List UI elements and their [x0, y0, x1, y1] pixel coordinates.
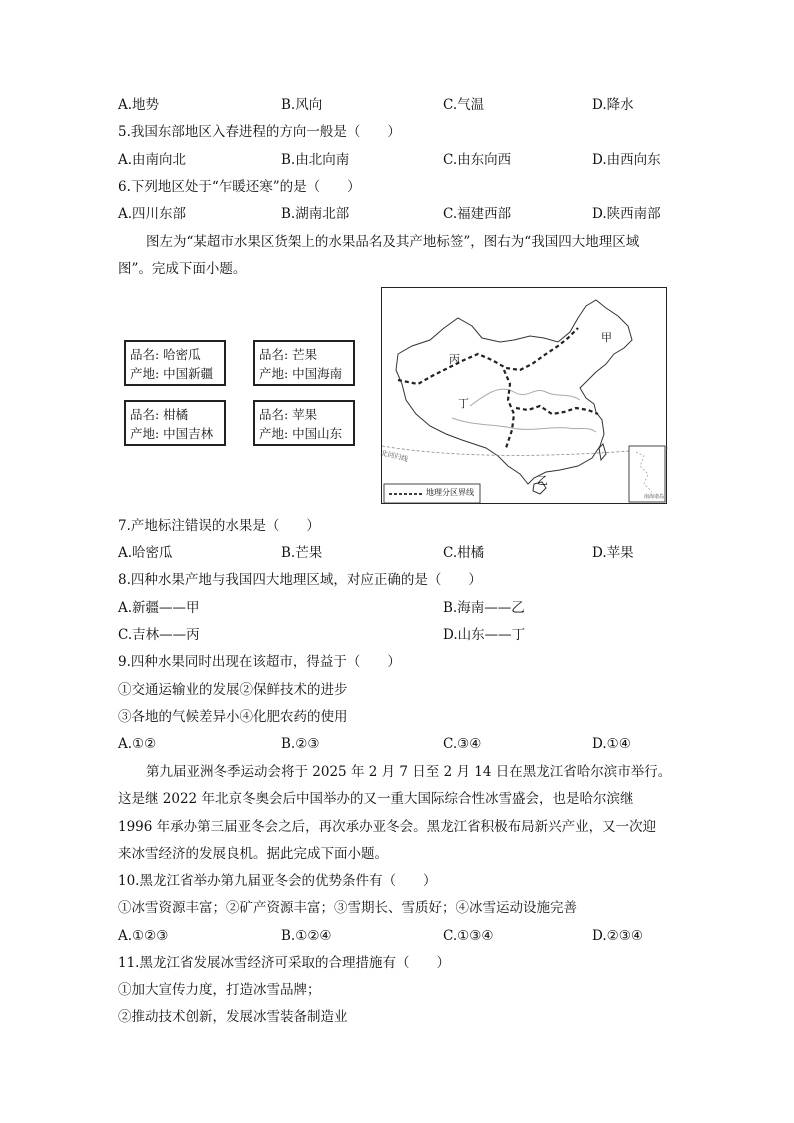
fruit-name: 品名: 苹果: [259, 407, 318, 422]
q6-option-c: C.福建西部: [443, 206, 512, 222]
q5-option-a: A.由南向北: [118, 152, 187, 168]
fruit-name: 品名: 哈密瓜: [130, 347, 201, 362]
q9-option-b: B.②③: [281, 736, 320, 752]
fruit-name: 品名: 柑橘: [130, 407, 189, 422]
q9-statements-line1: ①交通运输业的发展②保鲜技术的进步: [118, 682, 348, 698]
taiwan-island: [599, 444, 606, 460]
material1-line2: 图”。完成下面小题。: [118, 261, 247, 277]
material2-line3: 1996 年承办第三届亚冬会之后，再次承办亚冬会。黑龙江省积极布局新兴产业，又一次迎: [118, 819, 657, 835]
q6-option-b: B.湖南北部: [281, 206, 350, 222]
region-label-ding: 丁: [458, 397, 469, 410]
q8-option-d: D.山东——丁: [443, 627, 526, 643]
q9-option-d: D.①④: [592, 736, 631, 752]
material1-line1: 图左为“某超市水果区货架上的水果品名及其产地标签”，图右为“我国四大地理区域: [146, 234, 640, 250]
q11-stem: 11.黑龙江省发展冰雪经济可采取的合理措施有（ ）: [118, 955, 450, 971]
q10-option-d: D.②③④: [592, 928, 643, 944]
material2-line4: 来冰雪经济的发展良机。据此完成下面小题。: [118, 846, 388, 862]
q6-stem: 6.下列地区处于“乍暖还寒”的是（ ）: [118, 179, 361, 195]
tibet-boundary: [504, 370, 514, 448]
q4-option-d: D.降水: [592, 97, 634, 113]
q11-statement-1: ①加大宣传力度，打造冰雪品牌；: [118, 982, 321, 998]
q7-option-a: A.哈密瓜: [118, 545, 173, 561]
q6-option-a: A.四川东部: [118, 206, 187, 222]
region-label-yi: 乙: [537, 474, 548, 487]
q4-option-c: C.气温: [443, 97, 485, 113]
q5-option-d: D.由西向东: [592, 152, 661, 168]
q6-option-d: D.陕西南部: [592, 206, 661, 222]
q10-option-a: A.①②③: [118, 928, 169, 944]
north-south-boundary: [398, 328, 578, 384]
tropic-of-cancer: [382, 446, 668, 455]
q8-option-c: C.吉林——丙: [118, 627, 200, 643]
yangtze-river: [452, 418, 596, 432]
q9-option-c: C.③④: [443, 736, 482, 752]
q10-stem: 10.黑龙江省举办第九届亚冬会的优势条件有（ ）: [118, 873, 437, 889]
inset-label: 南海诸岛: [644, 494, 665, 500]
material2-line1: 第九届亚洲冬季运动会将于 2025 年 2 月 7 日至 2 月 14 日在黑龙江省哈尔滨市举行。: [146, 764, 672, 780]
fruit-label-mango: [253, 340, 355, 386]
fruit-origin: 产地: 中国新疆: [130, 366, 214, 381]
q10-option-c: C.①③④: [443, 928, 494, 944]
q11-statement-2: ②推动技术创新，发展冰雪装备制造业: [118, 1009, 348, 1025]
q5-option-c: C.由东向西: [443, 152, 512, 168]
q9-statements-line2: ③各地的气候差异小④化肥农药的使用: [118, 709, 348, 725]
fruit-label-hami-melon: [124, 340, 226, 386]
fruit-origin: 产地: 中国吉林: [130, 426, 214, 441]
fruit-name: 品名: 芒果: [259, 347, 318, 362]
yellow-river: [470, 389, 580, 406]
q5-stem: 5.我国东部地区入春进程的方向一般是（ ）: [118, 124, 401, 140]
china-regions-map: [381, 287, 667, 504]
q9-stem: 9.四种水果同时出现在该超市，得益于（ ）: [118, 654, 401, 670]
q10-option-b: B.①②④: [281, 928, 332, 944]
q8-option-b: B.海南——乙: [443, 600, 525, 616]
q8-stem: 8.四种水果产地与我国四大地理区域，对应正确的是（ ）: [118, 572, 482, 588]
q4-option-a: A.地势: [118, 97, 160, 113]
q7-option-b: B.芒果: [281, 545, 323, 561]
q7-option-d: D.苹果: [592, 545, 634, 561]
fruit-label-apple: [253, 400, 355, 446]
q8-option-a: A.新疆——甲: [118, 600, 200, 616]
region-label-bing: 丙: [449, 353, 460, 366]
fruit-origin: 产地: 中国海南: [259, 366, 343, 381]
q9-option-a: A.①②: [118, 736, 157, 752]
q7-stem: 7.产地标注错误的水果是（ ）: [118, 518, 320, 534]
material2-line2: 这是继 2022 年北京冬奥会后中国举办的又一重大国际综合性冰雪盛会，也是哈尔滨继: [118, 791, 634, 807]
q5-option-b: B.由北向南: [281, 152, 350, 168]
qinling-huaihe-boundary: [516, 406, 598, 414]
legend-text: 地理分区界线: [426, 488, 474, 497]
q10-statements: ①冰雪资源丰富；②矿产资源丰富；③雪期长、雪质好；④冰雪运动设施完善: [118, 900, 577, 916]
region-label-jia: 甲: [601, 331, 612, 344]
fruit-origin: 产地: 中国山东: [259, 426, 343, 441]
q4-option-b: B.风向: [281, 97, 323, 113]
fruit-label-citrus: [124, 400, 226, 446]
tropic-label: 北回归线: [379, 448, 409, 464]
q7-option-c: C.柑橘: [443, 545, 485, 561]
